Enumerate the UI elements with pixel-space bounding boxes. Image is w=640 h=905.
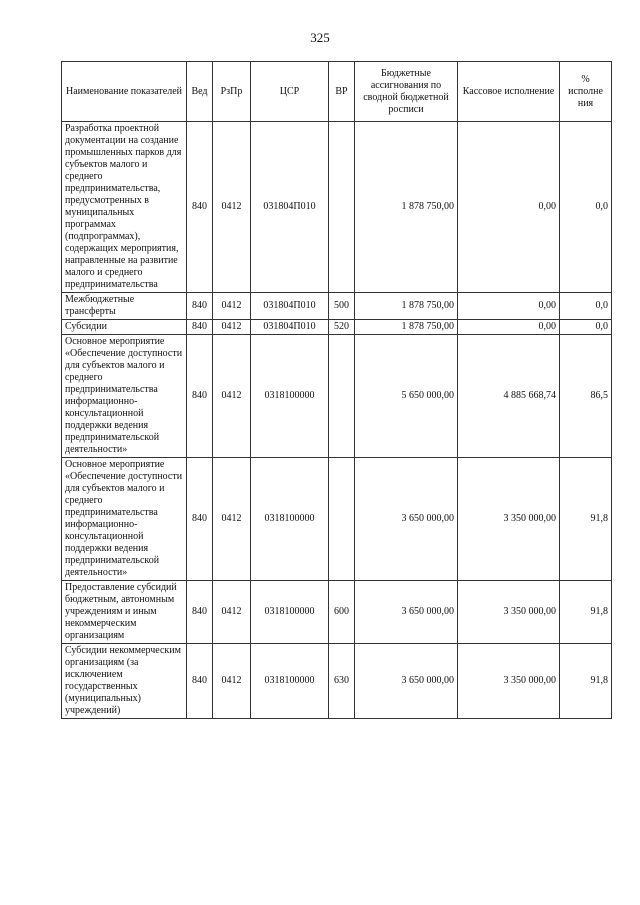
table-row — [62, 335, 612, 458]
row-vr — [329, 122, 355, 293]
row-cash: 3 350 000,00 — [458, 458, 560, 581]
row-percent: 86,5 — [560, 335, 612, 458]
row-name: Субсидии — [62, 320, 187, 335]
row-percent: 91,8 — [560, 644, 612, 719]
row-name: Субсидии некоммерческим организациям (за исключением государственных (муниципальных) учреждений) — [62, 644, 187, 719]
row-cash: 0,00 — [458, 122, 560, 293]
row-name: Основное мероприятие «Обеспечение доступности для субъектов малого и среднего предпринимательства информационно-консультационной поддержки ведения предпринимательской деятельности» — [62, 458, 187, 581]
row-rzpr: 0412 — [213, 644, 251, 719]
row-vr: 500 — [329, 293, 355, 320]
row-csr: 031804П010 — [251, 293, 329, 320]
row-ved: 840 — [187, 458, 213, 581]
row-ved: 840 — [187, 293, 213, 320]
row-name: Основное мероприятие «Обеспечение доступности для субъектов малого и среднего предпринимательства информационно-консультационной поддержки ведения предпринимательской деятельности» — [62, 335, 187, 458]
header-percent: % исполне ния — [560, 62, 612, 122]
row-budget: 1 878 750,00 — [355, 293, 458, 320]
row-csr: 0318100000 — [251, 458, 329, 581]
row-vr — [329, 335, 355, 458]
row-csr: 0318100000 — [251, 644, 329, 719]
row-name: Разработка проектной документации на создание промышленных парков для субъектов малого и среднего предпринимательства, предусмотренных в муниципальных программах (подпрограммах), содержащих мероприятия, направленные на развитие малого и среднего предпринимательства — [62, 122, 187, 293]
table-row — [62, 644, 612, 719]
row-ved: 840 — [187, 320, 213, 335]
header-ved: Вед — [187, 62, 213, 122]
row-percent: 0,0 — [560, 320, 612, 335]
row-csr: 0318100000 — [251, 335, 329, 458]
header-cash: Кассовое исполнение — [458, 62, 560, 122]
row-cash: 4 885 668,74 — [458, 335, 560, 458]
row-cash: 3 350 000,00 — [458, 581, 560, 644]
row-rzpr: 0412 — [213, 122, 251, 293]
row-budget: 1 878 750,00 — [355, 320, 458, 335]
header-budget: Бюджетные ассигнования по сводной бюджетной росписи — [355, 62, 458, 122]
row-csr: 031804П010 — [251, 320, 329, 335]
row-csr: 0318100000 — [251, 581, 329, 644]
table-row — [62, 581, 612, 644]
table-row — [62, 122, 612, 293]
row-percent: 91,8 — [560, 458, 612, 581]
row-cash: 0,00 — [458, 320, 560, 335]
page-number: 325 — [310, 30, 330, 45]
table-row — [62, 320, 612, 335]
row-ved: 840 — [187, 122, 213, 293]
row-cash: 0,00 — [458, 293, 560, 320]
row-name: Межбюджетные трансферты — [62, 293, 187, 320]
row-rzpr: 0412 — [213, 581, 251, 644]
row-ved: 840 — [187, 335, 213, 458]
header-rzpr: РзПр — [213, 62, 251, 122]
row-ved: 840 — [187, 644, 213, 719]
row-vr: 520 — [329, 320, 355, 335]
row-percent: 0,0 — [560, 293, 612, 320]
row-csr: 031804П010 — [251, 122, 329, 293]
row-vr — [329, 458, 355, 581]
row-budget: 1 878 750,00 — [355, 122, 458, 293]
row-rzpr: 0412 — [213, 458, 251, 581]
row-rzpr: 0412 — [213, 320, 251, 335]
budget-execution-table — [61, 61, 612, 719]
row-budget: 5 650 000,00 — [355, 335, 458, 458]
table-row — [62, 458, 612, 581]
row-budget: 3 650 000,00 — [355, 458, 458, 581]
header-name: Наименование показателей — [62, 62, 187, 122]
row-rzpr: 0412 — [213, 335, 251, 458]
row-rzpr: 0412 — [213, 293, 251, 320]
row-budget: 3 650 000,00 — [355, 581, 458, 644]
row-name: Предоставление субсидий бюджетным, автономным учреждениям и иным некоммерческим организациям — [62, 581, 187, 644]
table-row — [62, 293, 612, 320]
header-csr: ЦСР — [251, 62, 329, 122]
row-budget: 3 650 000,00 — [355, 644, 458, 719]
row-vr: 600 — [329, 581, 355, 644]
row-percent: 0,0 — [560, 122, 612, 293]
row-ved: 840 — [187, 581, 213, 644]
header-vr: ВР — [329, 62, 355, 122]
row-cash: 3 350 000,00 — [458, 644, 560, 719]
row-vr: 630 — [329, 644, 355, 719]
row-percent: 91,8 — [560, 581, 612, 644]
header-row — [62, 62, 612, 122]
